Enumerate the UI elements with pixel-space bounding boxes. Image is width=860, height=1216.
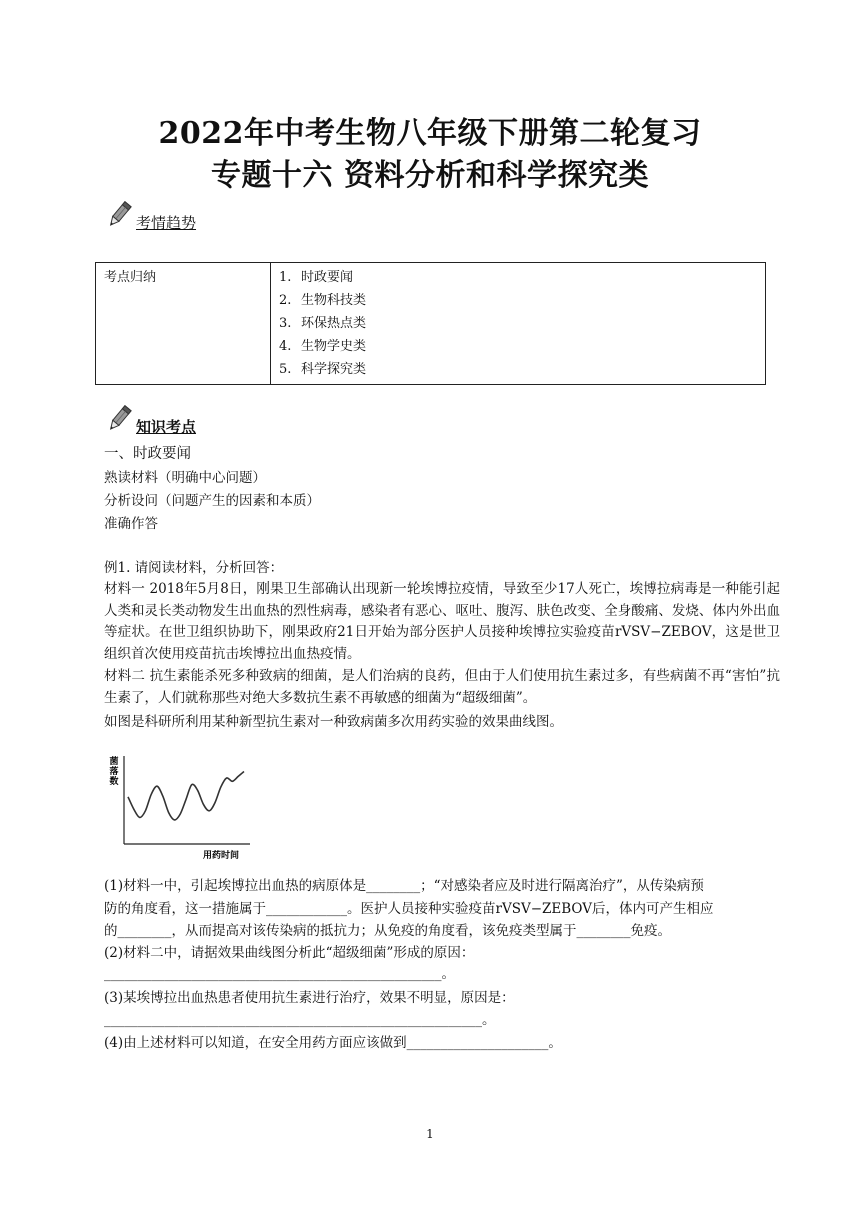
question-2-line1: (2)材料二中，请据效果曲线图分析此“超级细菌”形成的原因：	[104, 945, 475, 961]
section-label-trends: 考情趋势	[136, 214, 197, 232]
question-3-answer-line: ________________________________________________________。	[104, 1012, 496, 1028]
step-item: 熟读材料（明确中心问题）	[104, 470, 266, 486]
page-number: 1	[426, 1127, 434, 1141]
y-axis-label: 菌落数	[109, 757, 119, 787]
list-item: 4. 生物学史类	[279, 339, 367, 354]
figure-intro: 如图是科研所利用某种新型抗生素对一种致病菌多次用药实验的效果曲线图。	[104, 714, 563, 730]
section-label-knowledge: 知识考点	[136, 418, 197, 436]
list-item: 2. 生物科技类	[279, 293, 367, 308]
data-series-line	[128, 772, 244, 820]
page-title-line1: 2022年中考生物八年级下册第二轮复习	[158, 116, 702, 151]
heading-current-affairs: 一、时政要闻	[104, 446, 191, 462]
example-intro: 例1. 请阅读材料，分析回答：	[104, 560, 284, 576]
question-2-answer-line: __________________________________________________。	[104, 966, 455, 982]
material-two: 材料二 抗生素能杀死多种致病的细菌，是人们治病的良药，但由于人们使用抗生素过多，有些病菌不再“害怕”抗生素了，人们就称那些对绝大多数抗生素不再敏感的细菌为“超级细菌”。	[104, 668, 780, 706]
page-title-line2: 专题十六 资料分析和科学探究类	[211, 158, 649, 193]
step-item: 分析设问（问题产生的因素和本质）	[104, 493, 320, 509]
material-one: 材料一 2018年5月8日，刚果卫生部确认出现新一轮埃博拉疫情，导致至少17人死亡，埃博拉病毒是一种能引起人类和灵长类动物发生出血热的烈性病毒，感染者有恶心、呕吐、腹泻、肤色改变、全身酸痛、发烧、体内外出血等症状。在世卫组织协助下，刚果政府21日开始为部分医护人员接种埃博拉实验疫苗rVSV−ZEBOV，这是世卫组织首次使用疫苗抗击埃博拉出血热疫情。	[104, 581, 780, 662]
pencil-icon	[104, 404, 134, 434]
list-item: 3. 环保热点类	[279, 316, 367, 331]
summary-table	[95, 262, 766, 385]
list-item: 1. 时政要闻	[279, 270, 354, 285]
effect-curve-chart	[104, 752, 254, 864]
pencil-icon	[104, 200, 134, 230]
question-1-line2: 防的角度看，这一措施属于____________。医护人员接种实验疫苗rVSV−ZEBOV后，体内可产生相应	[104, 901, 714, 917]
x-axis-label: 用药时间	[202, 851, 240, 861]
question-3-line1: (3)某埃博拉出血热患者使用抗生素进行治疗，效果不明显，原因是：	[104, 990, 515, 1006]
question-1-line3: 的________，从而提高对该传染病的抵抗力；从免疫的角度看，该免疫类型属于________免疫。	[104, 923, 671, 939]
question-4-line1: (4)由上述材料可以知道，在安全用药方面应该做到_____________________。	[104, 1035, 562, 1051]
table-items-cell	[271, 263, 766, 385]
question-1-line1: (1)材料一中，引起埃博拉出血热的病原体是________；“对感染者应及时进行隔离治疗”，从传染病预	[104, 878, 704, 894]
table-row-header: 考点归纳	[96, 263, 271, 385]
list-item: 5. 科学探究类	[279, 362, 367, 377]
step-item: 准确作答	[104, 516, 158, 532]
